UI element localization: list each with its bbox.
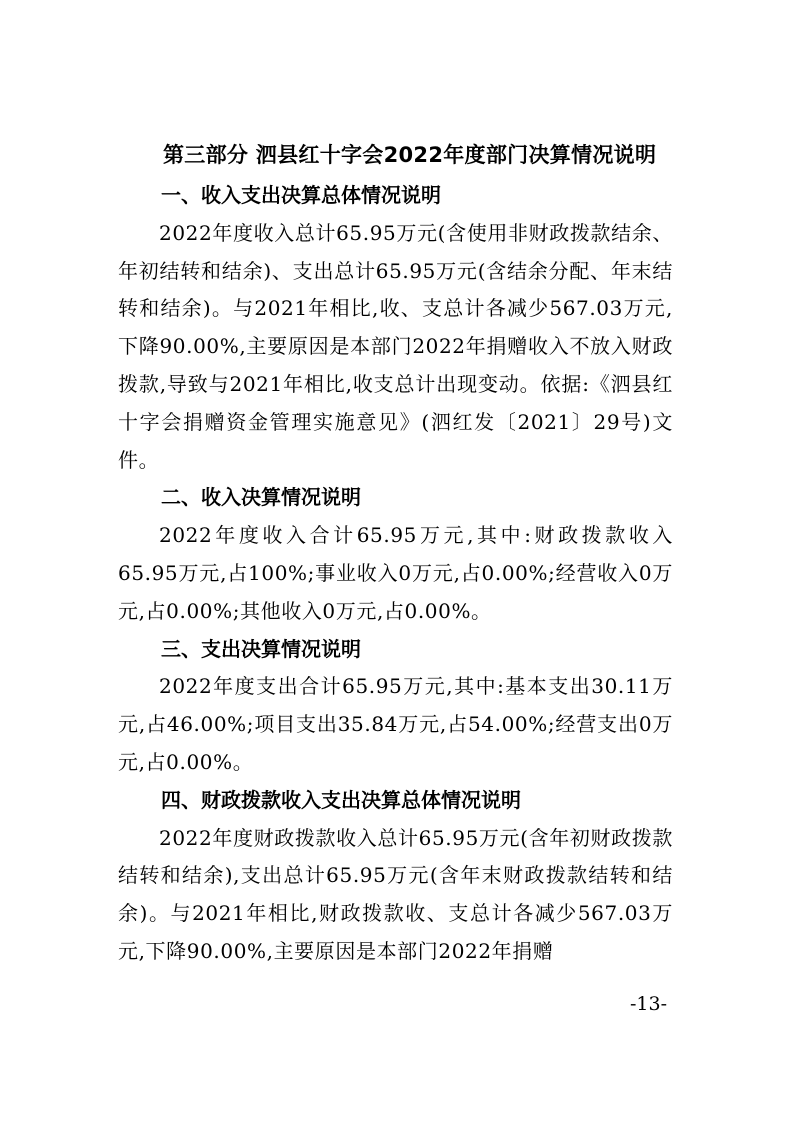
section-heading-2: 二、收入决算情况说明: [161, 485, 361, 510]
page-number: -13-: [630, 993, 668, 1015]
section-paragraph-2: 2022年度收入合计65.95万元,其中:财政拨款收入65.95万元,占100%;事业收入0万元,占0.00%;经营收入0万元,占0.00%;其他收入0万元,占0.00%。: [118, 523, 673, 623]
page-title: 第三部分 泗县红十字会2022年度部门决算情况说明: [163, 143, 657, 167]
document-body: [118, 177, 673, 971]
section-paragraph-3: 2022年度支出合计65.95万元,其中:基本支出30.11万元,占46.00%;项目支出35.84万元,占54.00%;经营支出0万元,占0.00%。: [118, 674, 673, 774]
section-paragraph-1: 2022年度收入总计65.95万元(含使用非财政拨款结余、年初结转和结余)、支出总计65.95万元(含结余分配、年末结转和结余)。与2021年相比,收、支总计各减少567.03万元,下降90.00%,主要原因是本部门2022年捐赠收入不放入财政拨款,导致与2021年相比,收支总计出现变动。依据:《泗县红十字会捐赠资金管理实施意见》(泗红发〔2021〕29号)文件。: [118, 220, 673, 472]
section-heading-3: 三、支出决算情况说明: [161, 636, 361, 661]
section-heading-1: 一、收入支出决算总体情况说明: [161, 183, 441, 207]
section-paragraph-4: 2022年度财政拨款收入总计65.95万元(含年初财政拨款结转和结余),支出总计65.95万元(含年末财政拨款结转和结余)。与2021年相比,财政拨款收、支总计各减少567.03万元,下降90.00%,主要原因是本部门2022年捐赠: [118, 825, 673, 963]
section-heading-4: 四、财政拨款收入支出决算总体情况说明: [161, 787, 521, 812]
